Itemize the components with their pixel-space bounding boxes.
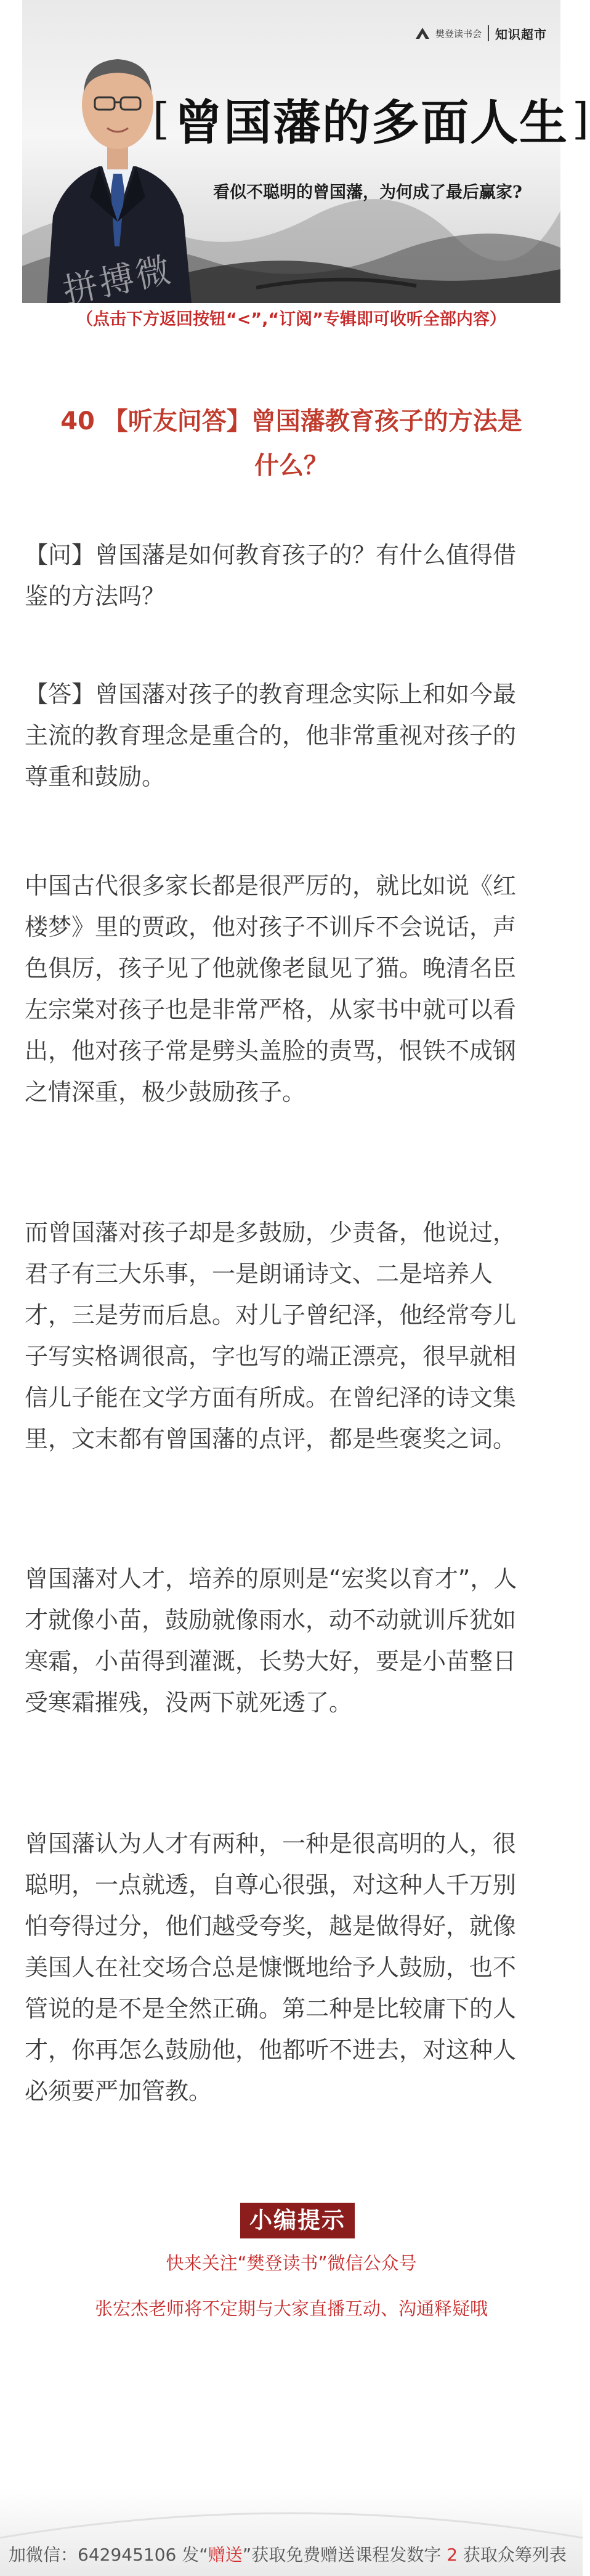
text-line: 君子有三大乐事，一是朗诵诗文、二是培养人 bbox=[25, 1260, 493, 1287]
editor-tip-label: 小编提示 bbox=[240, 2203, 355, 2238]
text-line: 才，你再怎么鼓励他，他都听不进去，对这种人 bbox=[25, 2036, 517, 2064]
editor-tip-line: 张宏杰老师将不定期与大家直播互动、沟通释疑哦 bbox=[94, 2298, 488, 2319]
subscribe-note: （点击下方返回按钮“<”,“订阅”专辑即可收听全部内容） bbox=[76, 310, 506, 329]
text-line: 聪明，一点就透，自尊心很强，对这种人千万别 bbox=[25, 1871, 517, 1898]
brand-mark-icon bbox=[416, 28, 429, 39]
header-banner bbox=[22, 0, 590, 312]
watermark-text: 拼搏微 bbox=[59, 249, 177, 312]
footer-highlight: 2 bbox=[447, 2545, 458, 2565]
brand-divider bbox=[488, 25, 489, 41]
editor-tip-line: 快来关注“樊登读书”微信公众号 bbox=[166, 2253, 417, 2274]
footer-text-part: 获取众筹列表 bbox=[458, 2545, 567, 2565]
text-line: 寒霜，小苗得到灌溉，长势大好，要是小苗整日 bbox=[25, 1648, 517, 1675]
album-title-text: 曾国藩的多面人生 bbox=[174, 95, 569, 151]
footer-contact bbox=[9, 2543, 575, 2567]
text-line: 而曾国藩对孩子却是多鼓励，少责备，他说过， bbox=[25, 1219, 517, 1246]
paragraph-talent-principle bbox=[25, 1558, 558, 1723]
brand-logo bbox=[416, 21, 547, 46]
text-line: 【问】曾国藩是如何教育孩子的？有什么值得借 bbox=[25, 541, 517, 569]
text-line: 怕夸得过分，他们越受夸奖，越是做得好，就像 bbox=[25, 1913, 517, 1940]
text-line: 【答】曾国藩对孩子的教育理念实际上和如今最 bbox=[25, 681, 517, 708]
text-line: 管说的是不是全然正确。第二种是比较庸下的人 bbox=[25, 1995, 517, 2022]
footer-arc-decoration bbox=[0, 2489, 583, 2538]
paragraph-two-kinds bbox=[25, 1823, 558, 2112]
text-line: 左宗棠对孩子也是非常严格，从家书中就可以看 bbox=[25, 996, 517, 1023]
text-line: 曾国藩认为人才有两种，一种是很高明的人，很 bbox=[25, 1830, 517, 1857]
text-line: 之情深重，极少鼓励孩子。 bbox=[25, 1079, 306, 1106]
footer-text-part: 加微信：642945106 发“ bbox=[9, 2545, 208, 2565]
text-line: 尊重和鼓励。 bbox=[25, 763, 166, 790]
text-line: 出，他对孩子常是劈头盖脸的责骂，恨铁不成钢 bbox=[25, 1037, 517, 1064]
text-line: 才就像小苗，鼓励就像雨水，动不动就训斥犹如 bbox=[25, 1606, 517, 1634]
text-line: 里，文末都有曾国藩的点评，都是些褒奖之词。 bbox=[25, 1425, 517, 1452]
text-line: 中国古代很多家长都是很严厉的，就比如说《红 bbox=[25, 872, 517, 899]
text-line: 鉴的方法吗？ bbox=[25, 583, 166, 610]
article-title-line: 什么？ bbox=[254, 452, 328, 480]
text-line: 子写实格调很高，字也写的端正漂亮，很早就相 bbox=[25, 1343, 517, 1370]
text-line: 才，三是劳而后息。对儿子曾纪泽，他经常夸儿 bbox=[25, 1302, 517, 1329]
text-line: 美国人在社交场合总是慷慨地给予人鼓励，也不 bbox=[25, 1954, 517, 1981]
paragraph-encouragement bbox=[25, 1212, 558, 1460]
title-bracket-left: [ bbox=[152, 94, 171, 144]
text-line: 信儿子能在文学方面有所成。在曾纪泽的诗文集 bbox=[25, 1384, 517, 1411]
article-title-line: 40 【听友问答】曾国藩教育孩子的方法是 bbox=[60, 407, 522, 435]
text-line: 色俱厉，孩子见了他就像老鼠见了猫。晚清名臣 bbox=[25, 955, 517, 982]
paragraph-question bbox=[25, 535, 558, 617]
brand-main-text: 知识超市 bbox=[495, 28, 547, 42]
text-line: 曾国藩对人才，培养的原则是“宏奖以育才”，人 bbox=[25, 1565, 517, 1592]
footer-highlight: 赠送 bbox=[208, 2545, 243, 2565]
text-line: 主流的教育理念是重合的，他非常重视对孩子的 bbox=[25, 722, 517, 749]
text-line: 楼梦》里的贾政，他对孩子不训斥不会说话，声 bbox=[25, 913, 517, 941]
text-line: 受寒霜摧残，没两下就死透了。 bbox=[25, 1689, 353, 1716]
brand-small-text: 樊登读书会 bbox=[435, 28, 482, 39]
paragraph-strict-parents bbox=[25, 865, 558, 1113]
album-subtitle: 看似不聪明的曾国藩，为何成了最后赢家? bbox=[213, 183, 522, 202]
text-line: 必须要严加管教。 bbox=[25, 2078, 212, 2105]
title-bracket-right: ] bbox=[572, 94, 590, 144]
album-title bbox=[152, 85, 590, 153]
paragraph-answer bbox=[25, 674, 558, 798]
article-title bbox=[25, 399, 558, 488]
footer-text-part: ”获取免费赠送课程发数字 bbox=[242, 2545, 447, 2565]
